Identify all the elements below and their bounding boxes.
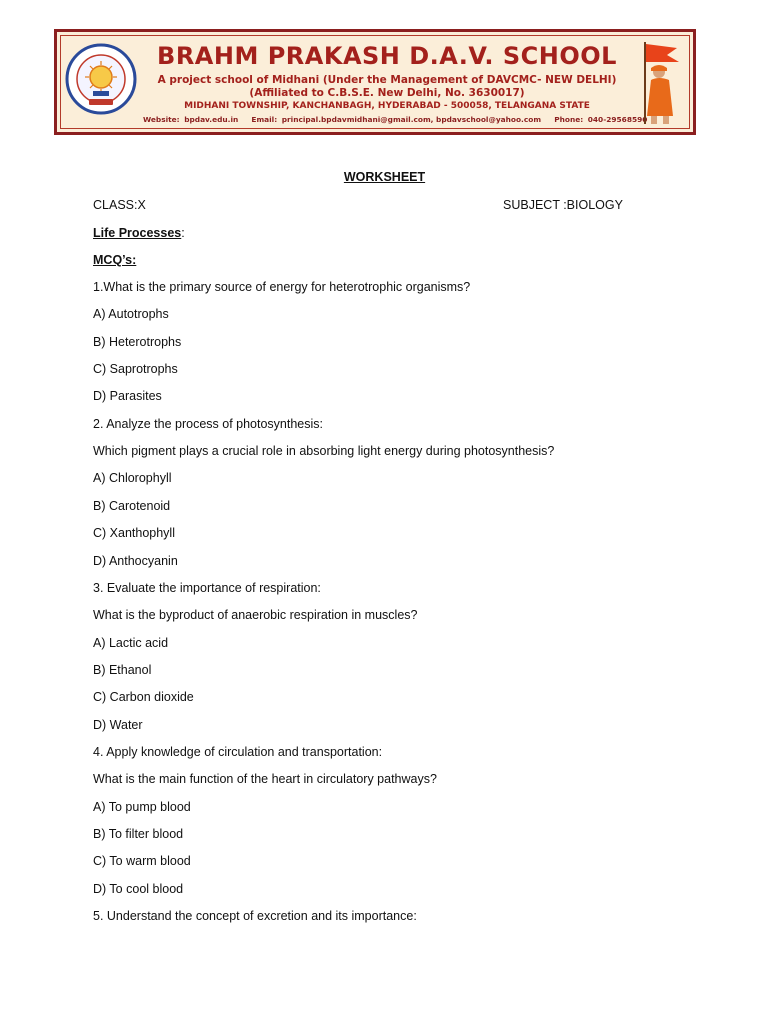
option-line: C) Saprotrophs <box>93 362 178 376</box>
topic-title: Life Processes <box>93 226 182 240</box>
option-line: A) Lactic acid <box>93 636 169 650</box>
question-line: What is the byproduct of anaerobic respiration in muscles? <box>93 608 418 622</box>
topic-colon: : <box>181 226 185 240</box>
website-label: Website: <box>143 115 180 124</box>
school-affiliation: (Affiliated to C.B.S.E. New Delhi, No. 3630017) <box>249 87 525 99</box>
phone-number: 040-29568590 <box>587 115 648 124</box>
option-line: A) Autotrophs <box>93 307 169 321</box>
option-line: B) Heterotrophs <box>93 335 182 349</box>
subject-label: SUBJECT :BIOLOGY <box>503 198 623 212</box>
section-heading: MCQ’s: <box>93 253 137 267</box>
flag-bearer-icon <box>637 38 685 128</box>
option-line: C) Xanthophyll <box>93 526 175 540</box>
email-label: Email: <box>251 115 278 124</box>
email-addresses[interactable]: principal.bpdavmidhani@gmail.com, bpdavschool@yahoo.com <box>281 115 542 124</box>
school-address: MIDHANI TOWNSHIP, KANCHANBAGH, HYDERABAD - 500058, TELANGANA STATE <box>184 101 590 111</box>
option-line: B) To filter blood <box>93 827 184 841</box>
option-line: D) Parasites <box>93 389 162 403</box>
option-line: A) Chlorophyll <box>93 471 172 485</box>
option-line: D) Anthocyanin <box>93 554 178 568</box>
option-line: C) To warm blood <box>93 854 191 868</box>
question-line: Which pigment plays a crucial role in absorbing light energy during photosynthesis? <box>93 444 555 458</box>
school-name: BRAHM PRAKASH D.A.V. SCHOOL <box>157 42 617 70</box>
question-line: 5. Understand the concept of excretion and its importance: <box>93 909 417 923</box>
school-tagline: A project school of Midhani (Under the Management of DAVCMC- NEW DELHI) <box>157 74 617 86</box>
question-line: 1.What is the primary source of energy for heterotrophic organisms? <box>93 280 471 294</box>
option-line: B) Ethanol <box>93 663 152 677</box>
school-seal-logo <box>65 43 137 115</box>
question-line: 4. Apply knowledge of circulation and transportation: <box>93 745 383 759</box>
question-line: 3. Evaluate the importance of respiration: <box>93 581 321 595</box>
question-line: 2. Analyze the process of photosynthesis: <box>93 417 323 431</box>
phone-label: Phone: <box>554 115 584 124</box>
contact-line <box>143 115 648 124</box>
topic-heading <box>93 226 185 241</box>
question-line: What is the main function of the heart in circulatory pathways? <box>93 772 437 786</box>
website-link[interactable]: bpdav.edu.in <box>184 115 239 124</box>
school-header-banner <box>54 29 696 135</box>
option-line: D) To cool blood <box>93 882 184 896</box>
option-line: B) Carotenoid <box>93 499 171 513</box>
option-line: D) Water <box>93 718 143 732</box>
worksheet-title: WORKSHEET <box>343 170 426 184</box>
option-line: A) To pump blood <box>93 800 191 814</box>
class-label: CLASS:X <box>93 198 146 212</box>
option-line: C) Carbon dioxide <box>93 690 194 704</box>
